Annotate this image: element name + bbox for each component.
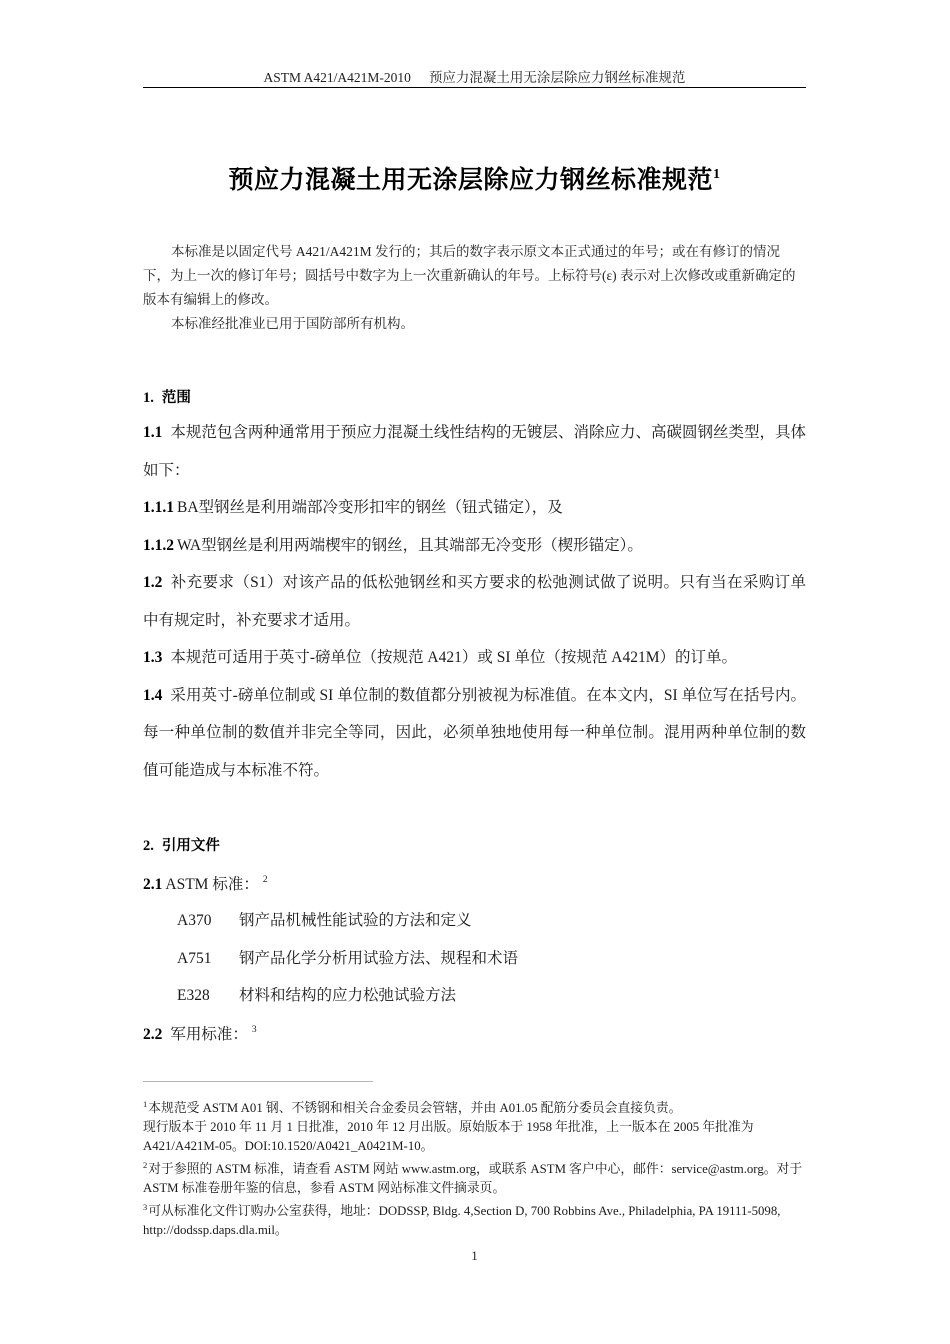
- clause-text: WA型钢丝是利用两端楔牢的钢丝，且其端部无冷变形（楔形锚定）。: [177, 536, 643, 554]
- preamble-paragraph: 本标准是以固定代号 A421/A421M 发行的；其后的数字表示原文本正式通过的年号；或在有修订的情况下，为上一次的修订年号；圆括号中数字为上一次重新确认的年号。上标符号(ε) 表示对上次修改或重新确定的版本有编辑上的修改。: [143, 244, 796, 307]
- footnote-1: [143, 1095, 806, 1118]
- footnote-ref[interactable]: 3: [251, 1025, 257, 1035]
- reference-code: E328: [177, 987, 210, 1004]
- section-1-body: [143, 414, 806, 789]
- clause-text: BA型钢丝是利用端部冷变形扣牢的钢丝（钮式锚定），及: [177, 499, 563, 516]
- reference-title: 钢产品化学分析用试验方法、规程和术语: [239, 950, 519, 967]
- clause-number: 1.4: [143, 686, 163, 704]
- section-title: 引用文件: [161, 838, 220, 854]
- clause-text: 补充要求（S1）对该产品的低松弛钢丝和买方要求的松弛测试做了说明。只有当在采购订单中有规定时，补充要求才适用。: [143, 574, 806, 629]
- page-number: 1: [471, 1248, 478, 1263]
- preamble: [143, 240, 806, 336]
- clause-number: 2.2: [143, 1026, 163, 1043]
- header-rule: [143, 87, 806, 88]
- footnote-text: 对于参照的 ASTM 标准，请查看 ASTM 网站 www.astm.org，或联系 ASTM 客户中心，邮件：service@astm.org。对于 ASTM 标准卷册年鉴的信息，参看 ASTM 网站标准文件摘录页。: [143, 1162, 803, 1195]
- clause-number: 1.1.1: [143, 499, 174, 516]
- clause-number: 1.1.2: [143, 536, 174, 554]
- clause-2-2: [143, 1012, 806, 1054]
- clause-number: 2.1: [143, 876, 163, 893]
- clause-number: 1.2: [143, 574, 163, 591]
- running-header: [143, 66, 806, 86]
- section-heading-scope: [143, 386, 191, 407]
- footnote-mark: 1: [143, 1099, 148, 1109]
- section-number: 1.: [143, 390, 154, 406]
- clause-text: 本规范包含两种通常用于预应力混凝土线性结构的无镀层、消除应力、高碳圆钢丝类型，具体如下：: [143, 424, 806, 479]
- footnote-text: 现行版本于 2010 年 11 月 1 日批准，2010 年 12 月出版。原始版本于 1958 年批准，上一版本在 2005 年批准为 A421/A421M-05。DOI:10.1520/A0421_A0421M-10。: [143, 1120, 754, 1153]
- clause-text: ASTM 标准：: [165, 876, 259, 893]
- footnote-2: [143, 1156, 806, 1198]
- clause-1-1-2: [143, 527, 806, 565]
- astm-reference-e328: [177, 983, 456, 1005]
- reference-title: 材料和结构的应力松弛试验方法: [239, 987, 457, 1004]
- clause-text: 采用英寸-磅单位制或 SI 单位制的数值都分别被视为标准值。在本文内，SI 单位写在括号内。每一种单位制的数值并非完全等同，因此，必须单独地使用每一种单位制。混用两种单位制的数值可能造成与本标准不符。: [143, 686, 806, 779]
- clause-text: 本规范可适用于英寸-磅单位（按规范 A421）或 SI 单位（按规范 A421M）的订单。: [170, 649, 737, 666]
- footnote-separator: [143, 1081, 373, 1082]
- preamble-paragraph: 本标准经批准业已用于国防部所有机构。: [171, 316, 414, 331]
- section-title: 范围: [161, 390, 191, 406]
- clause-2-1: [143, 862, 806, 904]
- clause-text: 军用标准：: [170, 1026, 248, 1043]
- astm-reference-a370: [177, 908, 472, 930]
- clause-1-2: [143, 564, 806, 639]
- clause-1-1: [143, 414, 806, 489]
- astm-reference-a751: [177, 946, 518, 968]
- document-title: [143, 160, 806, 196]
- reference-title: 钢产品机械性能试验的方法和定义: [239, 912, 472, 929]
- footnote-text: 本规范受 ASTM A01 钢、不锈钢和相关合金委员会管辖，并由 A01.05 配筋分委员会直接负责。: [148, 1101, 682, 1115]
- title-footnote-ref[interactable]: 1: [713, 167, 721, 182]
- footnote-3: [143, 1198, 806, 1240]
- footnote-mark: 2: [143, 1160, 148, 1170]
- section-heading-referenced-documents: [143, 834, 220, 855]
- clause-1-1-1: [143, 489, 806, 527]
- clause-1-4: [143, 677, 806, 790]
- reference-code: A370: [177, 912, 212, 929]
- footnote-mark: 3: [143, 1202, 148, 1212]
- section-number: 2.: [143, 838, 154, 854]
- header-title: 预应力混凝土用无涂层除应力钢丝标准规范: [428, 70, 686, 85]
- footnote-text: 可从标准化文件订购办公室获得，地址：DODSSP, Bldg. 4,Section D, 700 Robbins Ave., Philadelphia, PA 19111-5098, http://dodssp.daps.dla.mil。: [143, 1204, 781, 1237]
- clause-number: 1.3: [143, 649, 163, 666]
- footnotes: [143, 1095, 806, 1240]
- reference-code: A751: [177, 950, 212, 967]
- clause-number: 1.1: [143, 424, 163, 441]
- clause-1-3: [143, 639, 806, 677]
- footnote-1-continued: [143, 1118, 806, 1156]
- header-standard-code: ASTM A421/A421M-2010: [263, 70, 411, 85]
- document-title-text: 预应力混凝土用无涂层除应力钢丝标准规范: [228, 165, 713, 194]
- footnote-ref[interactable]: 2: [262, 875, 268, 885]
